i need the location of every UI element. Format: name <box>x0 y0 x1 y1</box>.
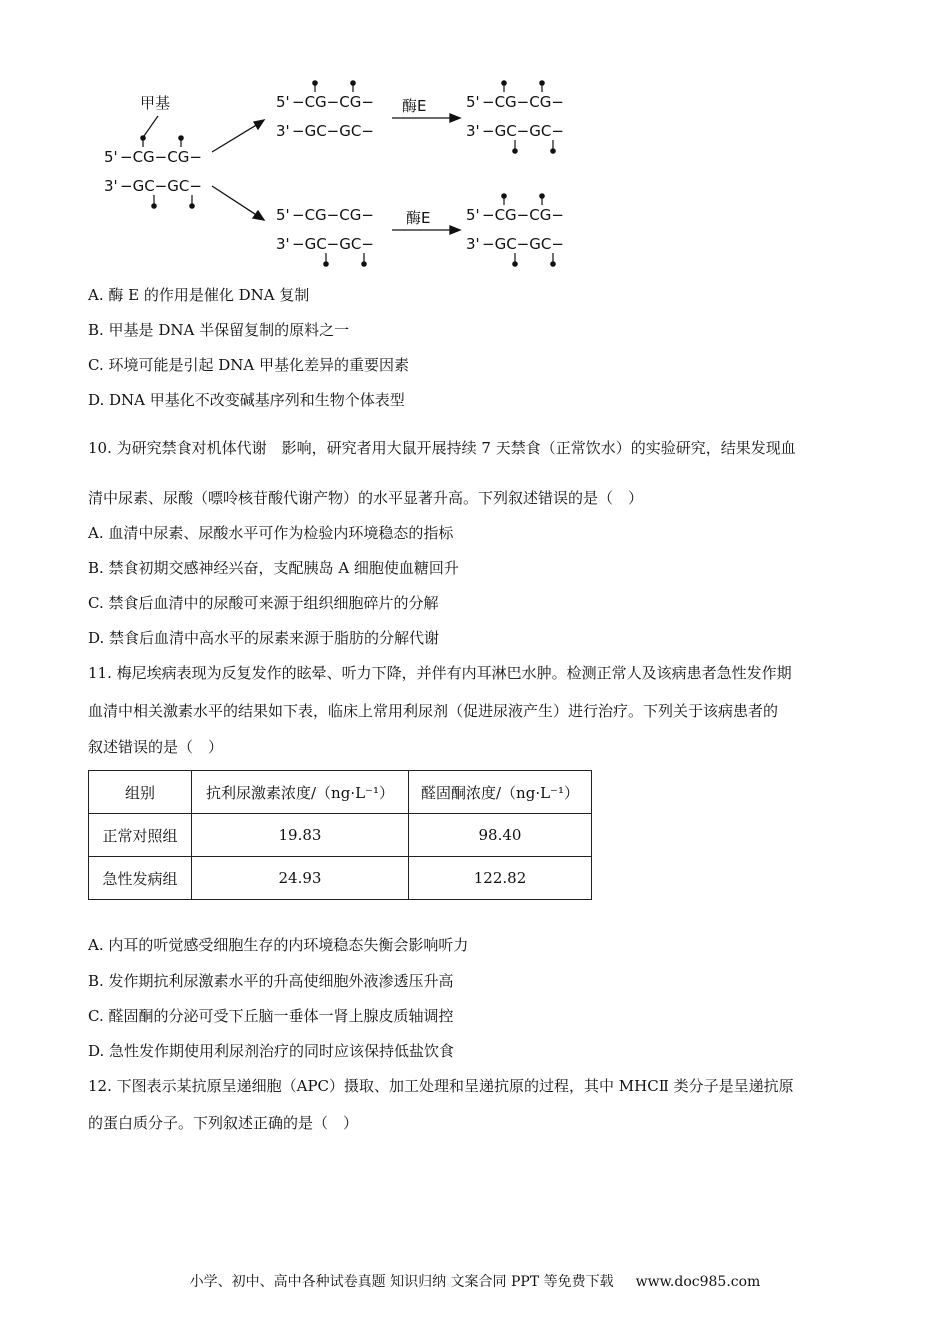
q11-stem-line3: 叙述错误的是（ ） <box>88 738 224 756</box>
top-mid-methyl-marks <box>313 81 355 92</box>
q12-stem-line1: 12. 下图表示某抗原呈递细胞（APC）摄取、加工处理和呈递抗原的过程，其中 MHCⅡ 类分子是呈递抗原 <box>88 1077 794 1095</box>
table-header-cell: 抗利尿激素浓度/（ng·L⁻¹） <box>192 771 409 814</box>
left-top-methyl-marks <box>141 136 183 147</box>
top-mid-top-seq: −CG−CG− <box>292 93 374 111</box>
table-header-row <box>89 771 592 814</box>
page-footer <box>0 1271 950 1291</box>
left-top-seq: −CG−CG− <box>120 148 202 166</box>
table-cell: 19.83 <box>192 814 409 857</box>
hormone-table <box>88 770 592 900</box>
table-cell: 24.93 <box>192 857 409 900</box>
bottom-right-methyl-marks <box>502 194 555 266</box>
enzyme-e-label-bottom: 酶E <box>406 209 431 227</box>
bottom-mid-methyl-marks <box>324 253 366 266</box>
q11-stem-line2: 血清中相关激素水平的结果如下表，临床上常用利尿剂（促进尿液产生）进行治疗。下列关于该病患者的 <box>88 702 779 720</box>
table-row <box>89 857 592 900</box>
left-5-prime: 5' <box>104 148 118 166</box>
table-header-cell: 组别 <box>89 771 192 814</box>
methyl-label: 甲基 <box>140 94 171 112</box>
top-right-top-seq: −CG−CG− <box>482 93 564 111</box>
q9-option-c: C. 环境可能是引起 DNA 甲基化差异的重要因素 <box>88 356 410 374</box>
footer-text: 小学、初中、高中各种试卷真题 知识归纳 文案合同 PPT 等免费下载 <box>189 1274 614 1290</box>
q9-option-d: D. DNA 甲基化不改变碱基序列和生物个体表型 <box>88 391 405 409</box>
left-3-prime: 3' <box>104 177 118 195</box>
top-right-methyl-marks <box>502 81 555 153</box>
top-mid-5-prime: 5' <box>276 93 290 111</box>
enzyme-e-label-top: 酶E <box>402 97 427 115</box>
left-bottom-methyl-marks <box>152 195 194 208</box>
table-cell: 122.82 <box>409 857 592 900</box>
table-cell: 正常对照组 <box>89 814 192 857</box>
bottom-right-top-seq: −CG−CG− <box>482 206 564 224</box>
bottom-right-3-prime: 3' <box>466 235 480 253</box>
branch-arrows <box>212 120 264 220</box>
q10-option-d: D. 禁食后血清中高水平的尿素来源于脂肪的分解代谢 <box>88 629 440 647</box>
q10-stem-line1: 10. 为研究禁食对机体代谢 影响，研究者用大鼠开展持续 7 天禁食（正常饮水）的实验研究，结果发现血 <box>88 439 796 457</box>
q10-option-b: B. 禁食初期交感神经兴奋，支配胰岛 A 细胞使血糖回升 <box>88 559 459 577</box>
enzyme-arrow-top <box>392 114 460 122</box>
dna-methylation-diagram <box>100 78 590 278</box>
left-bottom-seq: −GC−GC− <box>120 177 202 195</box>
top-mid-3-prime: 3' <box>276 122 290 140</box>
q10-stem-line2: 清中尿素、尿酸（嘌呤核苷酸代谢产物）的水平显著升高。下列叙述错误的是（ ） <box>88 489 644 507</box>
q10-option-c: C. 禁食后血清中的尿酸可来源于组织细胞碎片的分解 <box>88 594 439 612</box>
bottom-right-bottom-seq: −GC−GC− <box>482 235 564 253</box>
q9-option-a: A. 酶 E 的作用是催化 DNA 复制 <box>88 286 310 304</box>
bottom-right-5-prime: 5' <box>466 206 480 224</box>
q11-option-d: D. 急性发作期使用利尿剂治疗的同时应该保持低盐饮食 <box>88 1042 455 1060</box>
q11-option-a: A. 内耳的听觉感受细胞生存的内环境稳态失衡会影响听力 <box>88 936 469 954</box>
table-row <box>89 814 592 857</box>
table-header-cell: 醛固酮浓度/（ng·L⁻¹） <box>409 771 592 814</box>
top-right-5-prime: 5' <box>466 93 480 111</box>
q10-option-a: A. 血清中尿素、尿酸水平可作为检验内环境稳态的指标 <box>88 524 454 542</box>
table-cell: 98.40 <box>409 814 592 857</box>
q11-option-c: C. 醛固酮的分泌可受下丘脑一垂体一肾上腺皮质轴调控 <box>88 1007 454 1025</box>
enzyme-arrow-bottom <box>392 226 460 234</box>
q9-option-b: B. 甲基是 DNA 半保留复制的原料之一 <box>88 321 350 339</box>
q12-stem-line2: 的蛋白质分子。下列叙述正确的是（ ） <box>88 1114 359 1132</box>
bottom-mid-3-prime: 3' <box>276 235 290 253</box>
table-cell: 急性发病组 <box>89 857 192 900</box>
methyl-pointer <box>144 116 158 136</box>
top-mid-bottom-seq: −GC−GC− <box>292 122 374 140</box>
bottom-mid-5-prime: 5' <box>276 206 290 224</box>
bottom-mid-bottom-seq: −GC−GC− <box>292 235 374 253</box>
top-right-3-prime: 3' <box>466 122 480 140</box>
q11-option-b: B. 发作期抗利尿激素水平的升高使细胞外液渗透压升高 <box>88 972 454 990</box>
q11-stem-line1: 11. 梅尼埃病表现为反复发作的眩晕、听力下降，并伴有内耳淋巴水肿。检测正常人及该病患者急性发作期 <box>88 664 792 682</box>
top-right-bottom-seq: −GC−GC− <box>482 122 564 140</box>
bottom-mid-top-seq: −CG−CG− <box>292 206 374 224</box>
footer-url-link[interactable]: www.doc985.com <box>635 1274 761 1290</box>
